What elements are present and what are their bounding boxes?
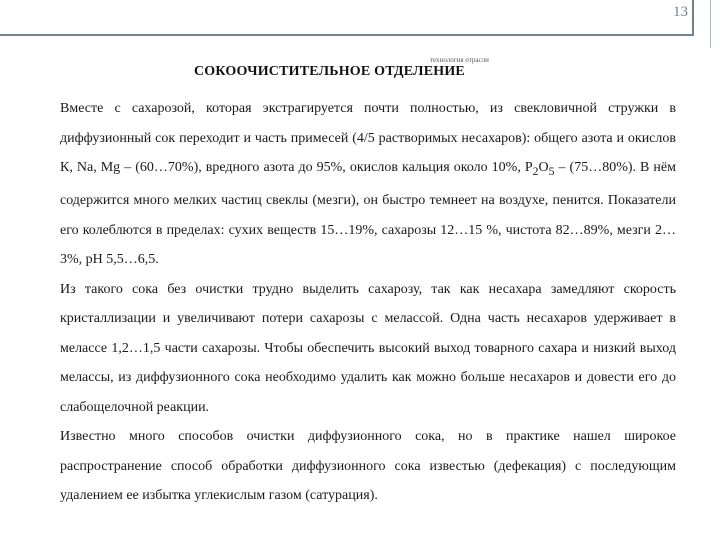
- body-text: [60, 94, 676, 511]
- header-rule: [0, 34, 692, 36]
- paragraph-1: [60, 94, 676, 275]
- subscript-5: 5: [548, 164, 555, 178]
- paragraph-1-part-a: Вместе с сахарозой, которая экстрагируется почти полностью, из свекловичной стружки в диффузионный сок переходит и часть примесей (4/5 растворимых несахаров): общего азота и окислов К, Na, Mg – (60…70%), вредного азота до 95%, окислов кальция около 10%, P: [60, 101, 676, 175]
- subscript-2: 2: [532, 164, 539, 178]
- subject-label: технология отрасли: [430, 56, 489, 64]
- paragraph-3: Известно много способов очистки диффузионного сока, но в практике нашел широкое распространение способ обработки диффузионного сока известью (дефекация) с последующим удалением ее избытка углекислым газом (сатурация).: [60, 429, 676, 504]
- header-vertical-rule: [692, 0, 694, 36]
- slide-header-frame: [0, 0, 720, 38]
- paragraph-1-part-c: – (75…80%). В нём содержится много мелких частиц свеклы (мезги), он быстро темнеет на воздухе, пенится. Показатели его колеблются в пределах: сухих веществ 15…19%, сахарозы 12…15 %, чистота 82…89%, мезги 2…3%, pH 5,5…6,5.: [60, 160, 676, 268]
- paragraph-2: Из такого сока без очистки трудно выделить сахарозу, так как несахара замедляют скорость кристаллизации и увеличивают потери сахарозы с мелассой. Одна часть несахаров удерживает в мелассе 1,2…1,5 части сахарозы. Чтобы обеспечить высокий выход товарного сахара и низкий выход мелассы, из диффузионного сока необходимо удалить как можно больше несахаров и довести его до слабощелочной реакции.: [60, 281, 676, 415]
- paragraph-1-part-b: O: [538, 160, 549, 175]
- header-vertical-rule-outer: [710, 0, 711, 48]
- section-heading: СОКООЧИСТИТЕЛЬНОЕ ОТДЕЛЕНИЕ: [194, 64, 465, 79]
- page-number: 13: [673, 4, 688, 20]
